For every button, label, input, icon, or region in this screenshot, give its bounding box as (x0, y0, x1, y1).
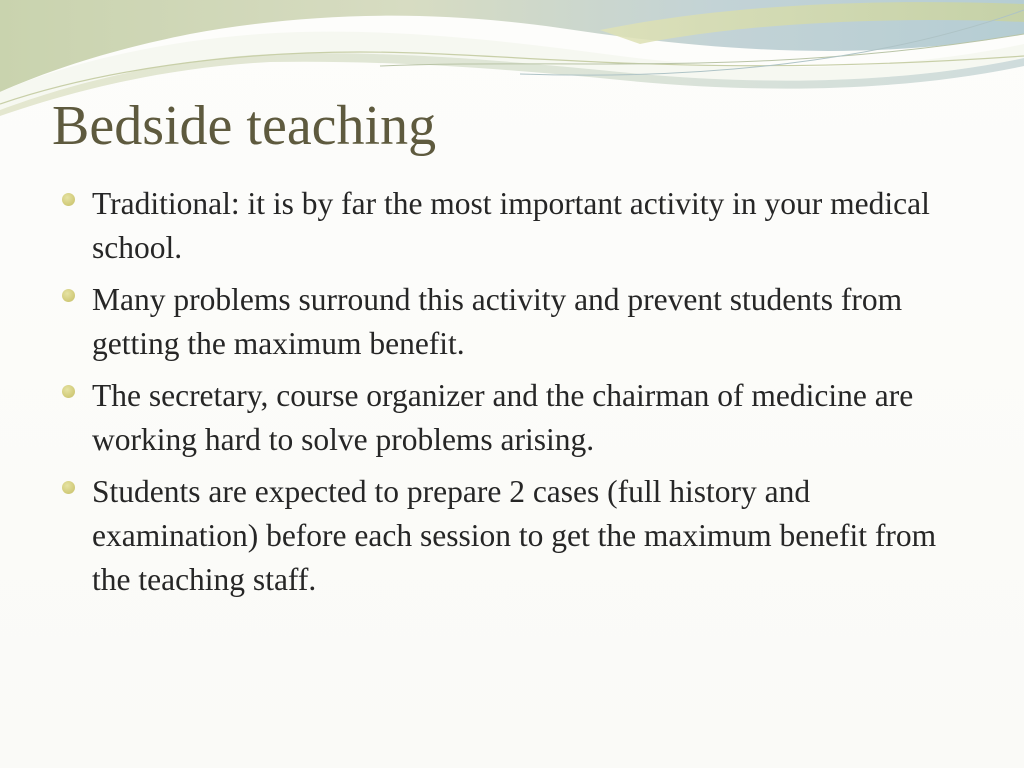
bullet-item (60, 278, 960, 366)
bullet-text: Many problems surround this activity and prevent students from getting the maximum benefit. (92, 282, 903, 361)
bullet-text: Students are expected to prepare 2 cases (full history and examination) before each session to get the maximum benefit from the teaching staff. (92, 474, 937, 597)
bullet-dot-icon (62, 385, 75, 398)
bullet-list (60, 182, 960, 610)
bullet-item (60, 470, 960, 602)
bullet-item (60, 374, 960, 462)
bullet-text: Traditional: it is by far the most important activity in your medical school. (92, 186, 930, 265)
bullet-dot-icon (62, 193, 75, 206)
bullet-dot-icon (62, 481, 75, 494)
slide-title: Bedside teaching (52, 95, 437, 157)
bullet-text: The secretary, course organizer and the chairman of medicine are working hard to solve problems arising. (92, 378, 914, 457)
bullet-dot-icon (62, 289, 75, 302)
bullet-item (60, 182, 960, 270)
